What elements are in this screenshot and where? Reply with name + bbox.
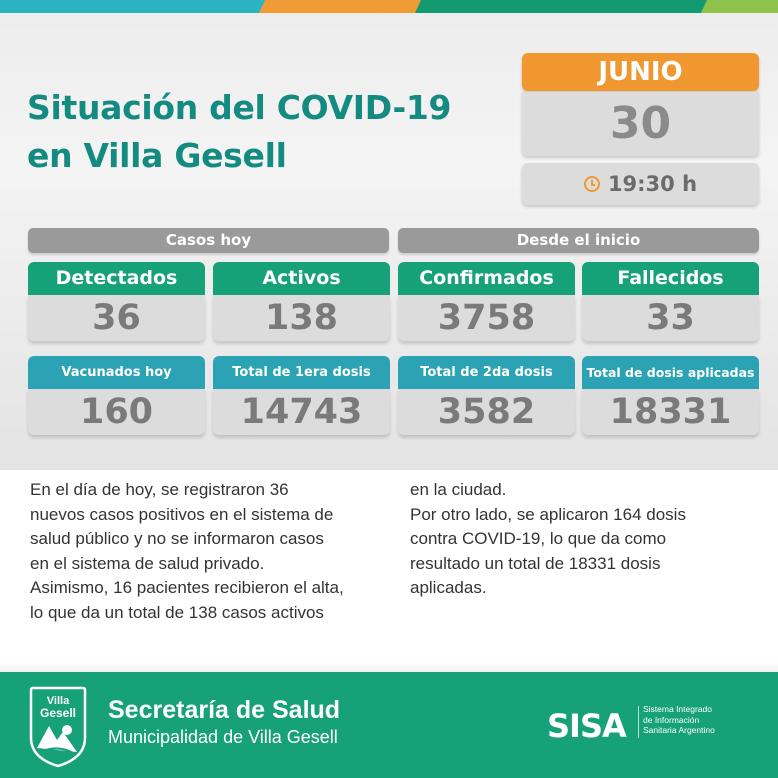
body-line: En el día de hoy, se registraron 36 (30, 480, 289, 499)
stat-card-detected (28, 262, 205, 341)
report-time (522, 163, 759, 205)
body-line: resultado un total de 18331 dosis (410, 553, 661, 573)
top-color-strip (0, 0, 268, 13)
sisa-description (643, 704, 715, 736)
sisa-line: de Información (643, 714, 700, 725)
body-line: lo que da un total de 138 casos activos (30, 602, 324, 622)
top-color-strip (259, 0, 427, 13)
vaccine-label: Total de 1era dosis (213, 356, 390, 389)
body-line: Por otro lado, se aplicaron 164 dosis (410, 504, 686, 524)
vaccine-label: Total de dosis aplicadas (582, 356, 759, 389)
title-line-2: en Villa Gesell (27, 136, 287, 175)
vaccine-card-today (28, 356, 205, 435)
stat-label: Activos (213, 262, 390, 295)
stat-label: Detectados (28, 262, 205, 295)
stat-label: Fallecidos (582, 262, 759, 295)
vaccine-card-first-dose (213, 356, 390, 435)
vaccine-label: Total de 2da dosis (398, 356, 575, 389)
vaccine-value: 3582 (398, 389, 575, 435)
footer-shadow (0, 662, 778, 672)
logo-text-gesell: Gesell (39, 706, 77, 720)
vaccine-value: 160 (28, 389, 205, 435)
vaccine-value: 14743 (213, 389, 390, 435)
villa-gesell-logo (27, 686, 89, 768)
body-line: contra COVID-19, lo que da como (410, 529, 667, 548)
report-time-text: 19:30 h (607, 172, 698, 196)
stat-label: Confirmados (398, 262, 575, 295)
clock-icon (584, 176, 600, 192)
org-subtitle: Municipalidad de Villa Gesell (108, 727, 338, 747)
vaccine-card-second-dose (398, 356, 575, 435)
stat-value: 138 (213, 295, 390, 341)
body-line: en la ciudad. (410, 480, 507, 499)
date-month: JUNIO (522, 53, 759, 91)
stat-value: 36 (28, 295, 205, 341)
stat-card-confirmed (398, 262, 575, 341)
stat-card-active (213, 262, 390, 341)
sisa-line: Sanitaria Argentino (643, 725, 715, 735)
org-name: Secretaría de Salud (108, 696, 341, 724)
sisa-logo (547, 704, 637, 744)
top-color-strip (701, 0, 778, 13)
body-line: aplicadas. (410, 578, 487, 597)
body-text-right (410, 478, 750, 601)
stat-value: 33 (582, 295, 759, 341)
body-line: nuevos casos positivos en el sistema de (30, 504, 334, 524)
top-color-strip (415, 0, 711, 13)
vaccine-card-total-doses (582, 356, 759, 435)
page-title (27, 84, 497, 180)
stat-value: 3758 (398, 295, 575, 341)
body-text-left (30, 478, 390, 625)
section-header-today: Casos hoy (28, 228, 389, 253)
body-line: en el sistema de salud privado. (30, 553, 265, 573)
title-line-1: Situación del COVID-19 (27, 88, 452, 127)
logo-text-villa: Villa (46, 695, 70, 707)
vaccine-label: Vacunados hoy (28, 356, 205, 389)
stat-card-deceased (582, 262, 759, 341)
sisa-wordmark: SISA (547, 707, 626, 744)
sisa-line: Sistema Integrado (643, 704, 712, 714)
section-header-since-start: Desde el inicio (398, 228, 759, 253)
sisa-divider (638, 706, 639, 738)
body-line: salud público y no se informaron casos (30, 529, 324, 548)
vaccine-value: 18331 (582, 389, 759, 435)
body-line: Asimismo, 16 pacientes recibieron el alta, (30, 578, 344, 597)
date-day: 30 (522, 92, 759, 156)
